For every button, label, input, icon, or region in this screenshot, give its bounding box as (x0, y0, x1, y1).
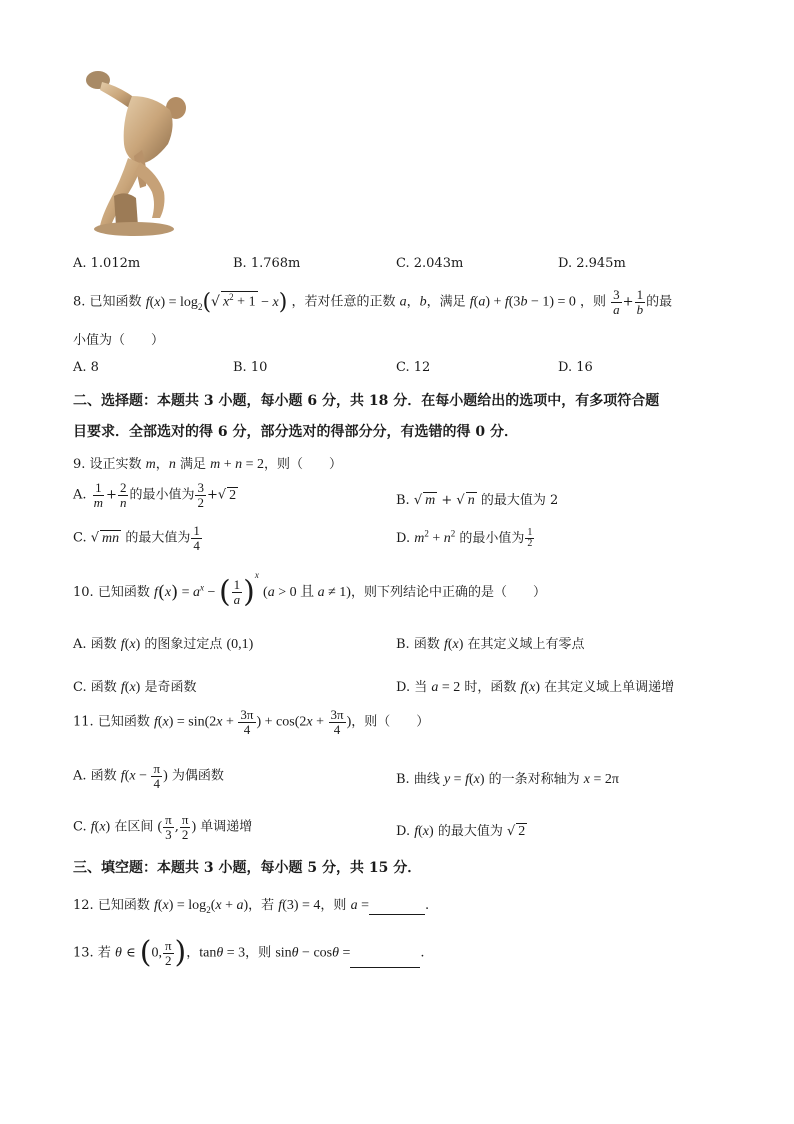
q8-option-c: C. 12 (396, 360, 431, 375)
q13-answer-blank[interactable] (350, 967, 420, 968)
section-2-heading: 二、选择题：本题共 3 小题，每小题 6 分，共 18 分．在每小题给出的选项中，有多项符合题 (73, 393, 660, 409)
q7-option-a: A. 1.012m (73, 256, 141, 271)
question-11: 11. 已知函数 f(x) = sin(2x + $\frac{3\pi}{4}$ ) + cos(2x + $\frac{3\pi}{4}$ )，则（ ） (73, 707, 430, 737)
q10-option-c: C. 函数 f(x) 是奇函数 (73, 680, 197, 695)
q10-option-d: D. 当 a = 2 时，函数 f(x) 在其定义域上单调递增 (396, 680, 675, 695)
q9-option-b: B. √ m + √ n 的最大值为 2 (396, 493, 559, 508)
question-12: 12. 已知函数 $f(x) = \log_2(x + a)$，若 f(3) = 4，则 a = . (73, 898, 430, 915)
question-13: 13. 若 θ ∈ (0, $\frac{\pi}{2}$ )，tanθ = 3，则 sinθ − cosθ = . (73, 935, 425, 970)
question-8: 8. 已知函数 $f(x) = \log_2(√$ $x^2 + 1 - x$) ，若对任意的正数 a，b，满足 f(a) + f(3b − 1) = 0 ，则 $\frac{3}{a}$ + $\frac{1}{b}$ 的最 (73, 287, 673, 317)
question-9: 9. 设正实数 m，n 满足 m + n = 2，则（ ） (73, 457, 343, 472)
q11-option-a: A. 函数 f(x − $\frac{\pi}{4}$ ) 为偶函数 (73, 761, 224, 791)
q8-option-a: A. 8 (73, 360, 99, 375)
q9-option-c: C. √ mn 的最大值为 $\frac{1}{4}$ (73, 523, 200, 553)
q12-answer-blank[interactable] (369, 914, 425, 915)
q11-option-b: B. 曲线 y = f(x) 的一条对称轴为 x = 2π (396, 772, 619, 787)
q11-option-c: C. f(x) 在区间 ( $\frac{\pi}{3}$ , $\frac{\pi}{2}$ ) 单调递增 (73, 812, 253, 842)
section-2-heading-line2: 目要求．全部选对的得 6 分，部分选对的得部分分，有选错的得 0 分． (73, 424, 518, 440)
q11-option-d: D. f(x) 的最大值为 √ 2 (396, 824, 526, 839)
question-8-line2: 小值为（ ） (73, 333, 165, 348)
q9-option-a: A. $\frac{1}{m}$ + $\frac{2}{n}$ 的最小值为 $\frac{3}{2}$ +√ 2 (73, 480, 237, 510)
discobolus-statue-image (84, 66, 192, 238)
q10-option-a: A. 函数 f(x) 的图象过定点 (0,1) (73, 637, 254, 652)
q8-option-d: D. 16 (558, 360, 593, 375)
section-3-heading: 三、填空题：本题共 3 小题，每小题 5 分，共 15 分． (73, 860, 422, 876)
q9-option-d: D. $m^2 + n^2$ 的最小值为 $\frac{1}{2}$ (396, 526, 533, 549)
q10-option-b: B. 函数 f(x) 在其定义域上有零点 (396, 637, 585, 652)
q7-option-c: C. 2.043m (396, 256, 464, 271)
q7-option-d: D. 2.945m (558, 256, 626, 271)
question-10: 10. 已知函数 $f(x) = a^x$ − ( $\frac{1}{a}$ )$^x$ (a > 0 且 a ≠ 1)，则下列结论中正确的是（ ） (73, 570, 546, 610)
q8-option-b: B. 10 (233, 360, 268, 375)
q7-option-b: B. 1.768m (233, 256, 301, 271)
